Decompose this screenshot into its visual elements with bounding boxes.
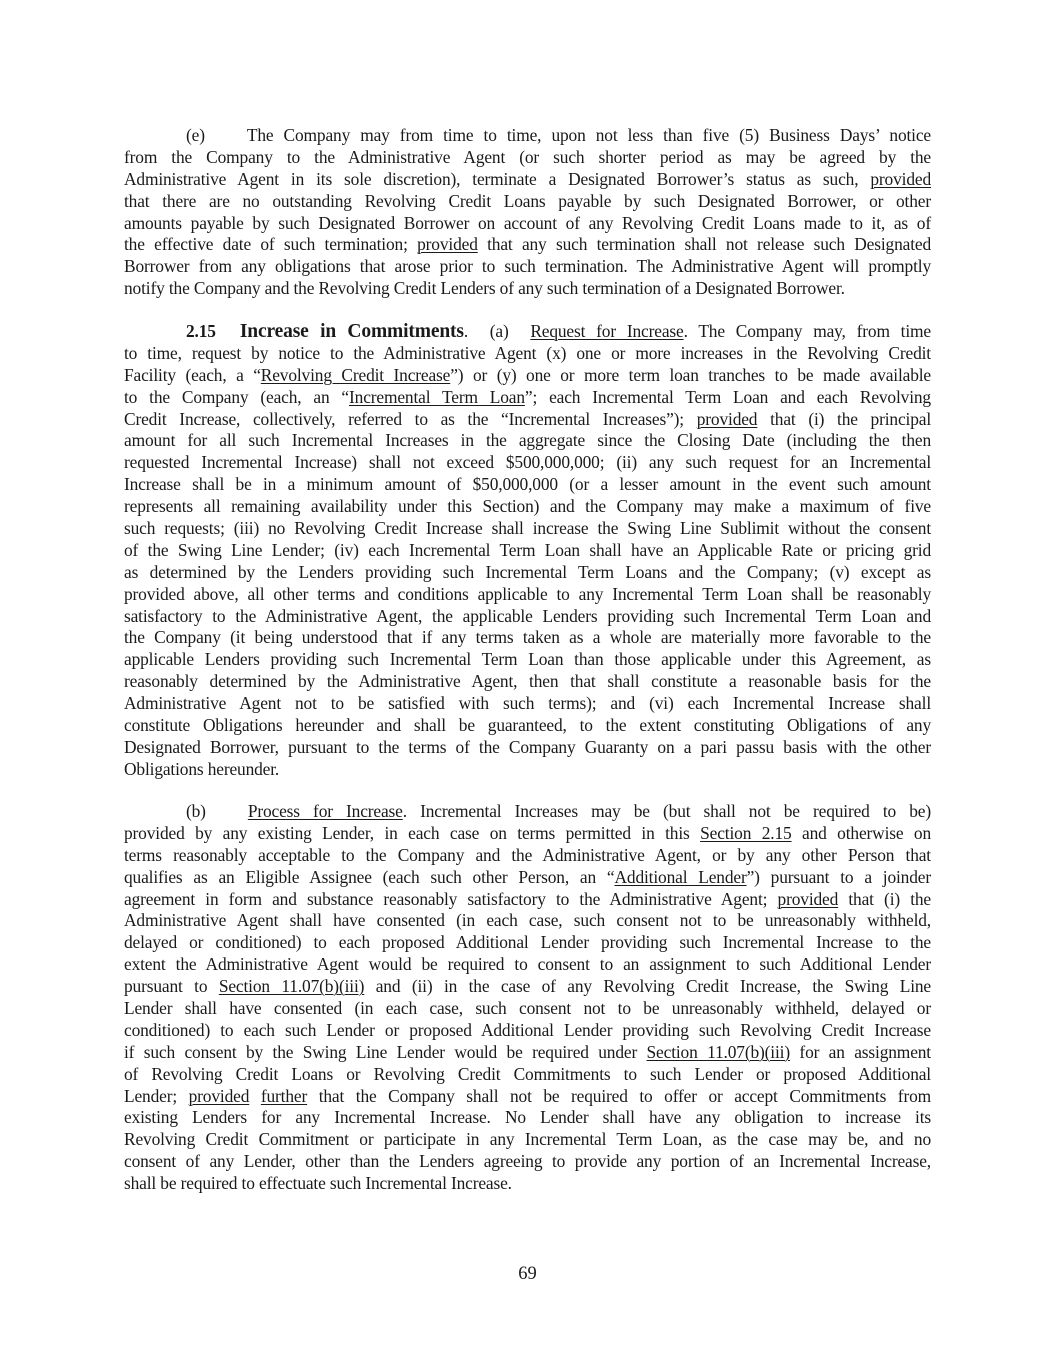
text-line: such requests; (iii) no Revolving Credit Increase shall increase the Swing Line Sublimit without the consent [124, 518, 931, 539]
section-reference: Section 2.15 [700, 822, 792, 843]
text-line: the effective date of such termination; provided that any such termination shall not release such Designated [124, 234, 931, 255]
text-line: Designated Borrower, pursuant to the terms of the Company Guaranty on a pari passu basis with the other [124, 736, 931, 757]
text-line: of Revolving Credit Loans or Revolving Credit Commitments to such Lender or proposed Additional [124, 1063, 931, 1084]
section-reference: Section 11.07(b)(iii) [218, 976, 365, 997]
text-line: that there are no outstanding Revolving Credit Loans payable by such Designated Borrower, or other [124, 190, 931, 211]
subsection-heading: Request for Increase [530, 321, 684, 341]
text-line: Administrative Agent shall have consented (in each case, such consent not to be unreasonably withheld, [124, 910, 931, 931]
text-line: Facility (each, a “Revolving Credit Increase”) or (y) one or more term loan tranches to be made available [124, 364, 931, 385]
text-line: pursuant to Section 11.07(b)(iii) and (ii) in the case of any Revolving Credit Increase, the Swing Line [124, 976, 931, 997]
defined-term-provided: provided [696, 408, 758, 429]
text-line: consent of any Lender, other than the Lenders agreeing to provide any portion of an Incremental Increase, [124, 1151, 931, 1172]
text-line: Administrative Agent not to be satisfied with such terms); and (vi) each Incremental Increase shall [124, 693, 931, 714]
text-line: amount for all such Incremental Increases in the aggregate since the Closing Date (including the then [124, 430, 931, 451]
text-line: to the Company (each, an “Incremental Term Loan”; each Incremental Term Loan and each Revolving [124, 386, 931, 407]
text-line: amounts payable by such Designated Borrower on account of any Revolving Credit Loans made to it, as of [124, 212, 931, 233]
paragraph-e [124, 125, 931, 300]
text-line: Administrative Agent in its sole discretion), terminate a Designated Borrower’s status as such, provided [124, 168, 931, 189]
section-number: 2.15 [186, 321, 216, 341]
subsection-heading: Process for Increase [247, 801, 403, 821]
text-line: provided above, all other terms and conditions applicable to any Incremental Term Loan shall be reasonably [124, 583, 931, 604]
text-line: Increase shall be in a minimum amount of $50,000,000 (or a lesser amount in the event such amount [124, 474, 931, 495]
text-line: delayed or conditioned) to each proposed Additional Lender providing such Incremental Increase to the [124, 932, 931, 953]
text-line: Revolving Credit Commitment or participate in any Incremental Term Loan, as the case may be, and no [124, 1129, 931, 1150]
text-line: to time, request by notice to the Administrative Agent (x) one or more increases in the Revolving Credit [124, 342, 931, 363]
text-line: Borrower from any obligations that arose prior to such termination. The Administrative Agent will promptly [124, 256, 931, 277]
paragraph-label: (b) [186, 801, 206, 821]
defined-term: Additional Lender [614, 866, 747, 887]
text-line: provided by any existing Lender, in each case on terms permitted in this Section 2.15 and otherwise on [124, 822, 932, 843]
text-line: satisfactory to the Administrative Agent, the applicable Lenders providing such Incremental Term Loan and [124, 605, 931, 626]
defined-term: Incremental Term Loan [349, 386, 525, 407]
text-line: notify the Company and the Revolving Credit Lenders of any such termination of a Designated Borrower. [124, 278, 845, 299]
text-line: shall be required to effectuate such Incremental Increase. [124, 1173, 512, 1194]
text-line: represents all remaining availability under this Section) and the Company may make a maximum of five [124, 496, 931, 517]
text-line: Obligations hereunder. [124, 758, 280, 779]
paragraph-label: (e) [186, 125, 205, 145]
defined-term: Revolving Credit Increase [260, 364, 451, 385]
section-2-15-a [124, 321, 931, 781]
text-line: agreement in form and substance reasonably satisfactory to the Administrative Agent; provided that (i) the [124, 888, 932, 909]
text-line: of the Swing Line Lender; (iv) each Incremental Term Loan shall have an Applicable Rate or pricing grid [124, 539, 931, 560]
text-line: Lender; provided further that the Company shall not be required to offer or accept Commitments from [124, 1085, 932, 1106]
text-line: (e) The Company may from time to time, upon not less than five (5) Business Days’ notice [186, 125, 931, 145]
text-line: conditioned) to each such Lender or proposed Additional Lender providing such Revolving Credit Increase [124, 1019, 931, 1040]
defined-term-further: further [260, 1085, 308, 1106]
defined-term-provided: provided [188, 1085, 250, 1106]
defined-term-provided: provided [870, 168, 931, 189]
text-line: qualifies as an Eligible Assignee (each such other Person, an “Additional Lender”) pursuant to a joinder [124, 866, 931, 887]
subsection-label: (a) [489, 321, 509, 341]
defined-term-provided: provided [417, 234, 478, 255]
paragraph-b [124, 801, 931, 1195]
text-line: the Company (it being understood that if any terms taken as a whole are materially more favorable to the [124, 627, 931, 648]
section-reference: Section 11.07(b)(iii) [646, 1041, 790, 1062]
text-line: terms reasonably acceptable to the Company and the Administrative Agent, or by any other Person that [124, 844, 931, 865]
text-line: extent the Administrative Agent would be required to consent to an assignment to such Additional Lender [124, 954, 931, 975]
text-line: (b) Process for Increase. Incremental Increases may be (but shall not be required to be) [186, 801, 931, 821]
text-line: as determined by the Lenders providing such Incremental Term Loans and the Company; (v) except as [124, 561, 931, 582]
page-number: 69 [518, 1264, 537, 1284]
section-heading-line: 2.15 Increase in Commitments. (a) Request for Increase. The Company may, from time [186, 321, 931, 342]
text-line: constitute Obligations hereunder and shall be guaranteed, to the extent constituting Obligations of any [124, 715, 931, 736]
text-line: Credit Increase, collectively, referred to as the “Incremental Increases”); provided that (i) the principal [124, 408, 932, 429]
text-line: existing Lenders for any Incremental Increase. No Lender shall have any obligation to increase its [124, 1107, 931, 1128]
section-title: Increase in Commitments [239, 321, 464, 342]
text-line: reasonably determined by the Administrative Agent, then that shall constitute a reasonable basis for the [124, 671, 931, 692]
text-line: from the Company to the Administrative Agent (or such shorter period as may be agreed by the [124, 146, 931, 167]
text-line: applicable Lenders providing such Incremental Term Loan than those applicable under this Agreement, as [124, 649, 931, 670]
text-line: Lender shall have consented (in each case, such consent not to be unreasonably withheld, delayed or [124, 998, 931, 1019]
text-line: requested Incremental Increase) shall not exceed $500,000,000; (ii) any such request for an Incremental [124, 452, 931, 473]
text-line: if such consent by the Swing Line Lender would be required under Section 11.07(b)(iii) for an assignment [124, 1041, 931, 1062]
defined-term-provided: provided [777, 888, 839, 909]
